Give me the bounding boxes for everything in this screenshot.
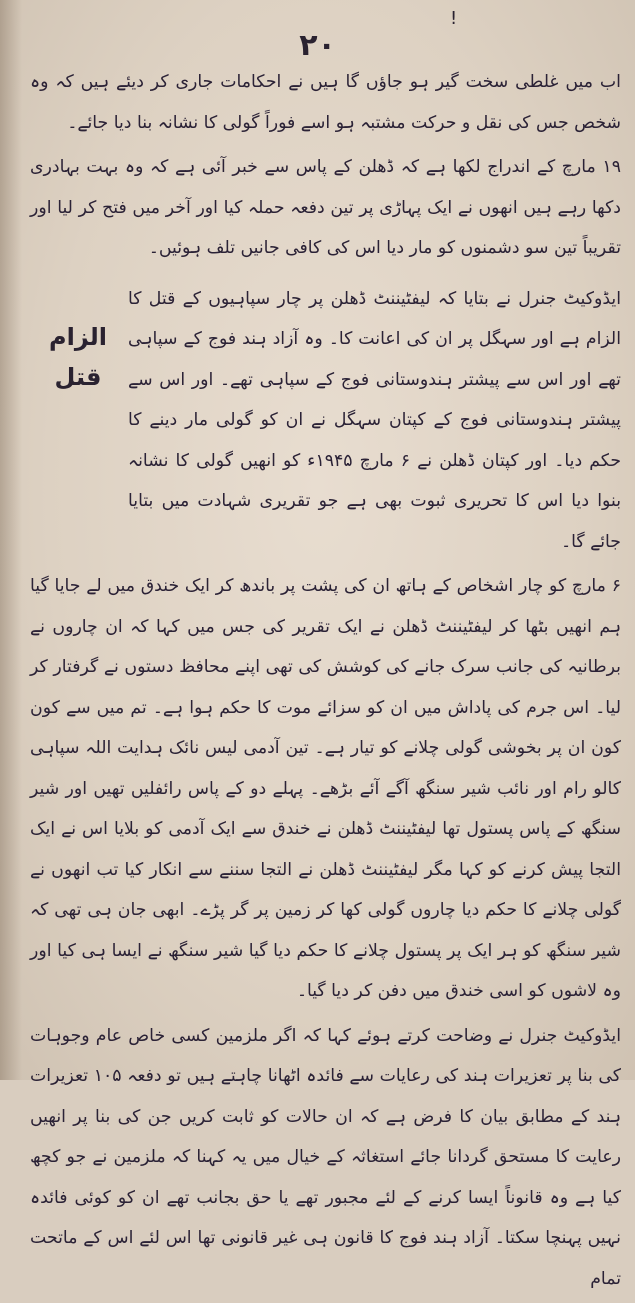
page-mark: ! xyxy=(450,8,458,29)
binding-shadow xyxy=(0,0,22,1080)
page-number: ۲۰ xyxy=(299,28,336,63)
paragraph-1: اب میں غلطی سخت گیر ہو جاؤں گا ہیں نے احکامات جاری کر دیئے ہیں کہ وہ شخص جس کی نقل و حرکت مشتبہ ہو اسے فوراً گولی کا نشانہ بنا دیا جائے۔ xyxy=(30,72,621,133)
body-text xyxy=(30,62,621,1303)
paragraph-4: ایڈوکیٹ جنرل نے وضاحت کرتے ہوئے کہا کہ اگر ملزمین کسی خاص عام وجوہات کی بنا پر تعزیرات ہند کی رعایات سے فائدہ اٹھانا چاہتے ہیں تو دفعہ ۱۰۵ تعزیرات ہند کے مطابق بیان کا فرض ہے کہ ان حالات کو ثابت کریں جن کی بنا پر انھیں رعایت کا مستحق گردانا جائے استغاثہ کے خیال میں یہ کہنا کہ ملزمین نے جو کچھ کیا ہے وہ قانوناً ایسا کرنے کے لئے مجبور تھے یا حق بجانب تھے ان کو کوئی فائدہ نہیں پہنچا سکتا۔ آزاد ہند فوج کا قانون ہی غیر قانونی تھا اس لئے اس کے ماتحت تمام xyxy=(30,1025,621,1289)
section-heading: الزام قتل xyxy=(49,322,107,391)
paragraph-3: ۶ مارچ کو چار اشخاص کے ہاتھ ان کی پشت پر باندھ کر ایک خندق میں لے جایا گیا ہم انھیں بٹھا کر لیفٹیننٹ ڈھلن نے ایک تقریر کی جس میں کہا کہ ان چاروں نے برطانیہ کی جانب سرک جانے کی کوشش کی تھی اپنے محافظ دستوں نے گرفتار کر لیا۔ اس جرم کی پاداش میں ان کو سزائے موت کا حکم ہوا ہے۔ تم میں سے کون کون ان پر بخوشی گولی چلانے کو تیار ہے۔ تین آدمی لیس نائک ہدایت اللہ سپاہی کالو رام اور نائب شیر سنگھ آگے آئے بڑھے۔ پہلے دو کے پاس رائفلیں تھیں اور شیر سنگھ کے پاس پستول تھا لیفٹیننٹ ڈھلن نے خندق سے ایک آدمی کو بلایا اس نے ایک التجا پیش کرنے کو کہا مگر لیفٹیننٹ ڈھلن نے التجا سننے سے انکار کیا تب انھوں نے گولی چلانے کا حکم دیا چاروں گولی کھا کر زمین پر گر پڑے۔ ابھی جان ہی تھی کہ شیر سنگھ کو ہر ایک پر پستول چلانے کا حکم دیا گیا شیر سنگھ نے ایسا ہی کیا اور وہ لاشوں کو اسی خندق میں دفن کر دیا گیا۔ xyxy=(30,576,621,1001)
section-murder-charge xyxy=(30,279,621,567)
section-paragraph: ایڈوکیٹ جنرل نے بتایا کہ لیفٹیننٹ ڈھلن پر چار سپاہیوں کے قتل کا الزام ہے اور سہگل پر ان کی اعانت کا۔ وہ آزاد ہند فوج کے سپاہی تھے اور اس سے پیشتر ہندوستانی فوج کے سپاہی تھے۔ اور اس سے پیشتر ہندوستانی فوج کے کپتان سہگل نے ان کو گولی مار دینے کا حکم دیا۔ اور کپتان ڈھلن نے ۶ مارچ ۱۹۴۵ء کو انھیں گولی کا نشانہ بنوا دیا اس کا تحریری ثبوت بھی ہے جو تقریری شہادت میں بتایا جائے گا۔ xyxy=(128,288,622,552)
paragraph-2: ۱۹ مارچ کے اندراج لکھا ہے کہ ڈھلن کے پاس سے خبر آئی ہے کہ وہ بہت بہادری دکھا رہے ہیں انھوں نے ایک پہاڑی پر تین دفعہ حملہ کیا اور آخر میں فتح کر لیا اور تقریباً تین سو دشمنوں کو مار دیا اس کی کافی جانیں تلف ہوئیں۔ xyxy=(30,157,621,258)
